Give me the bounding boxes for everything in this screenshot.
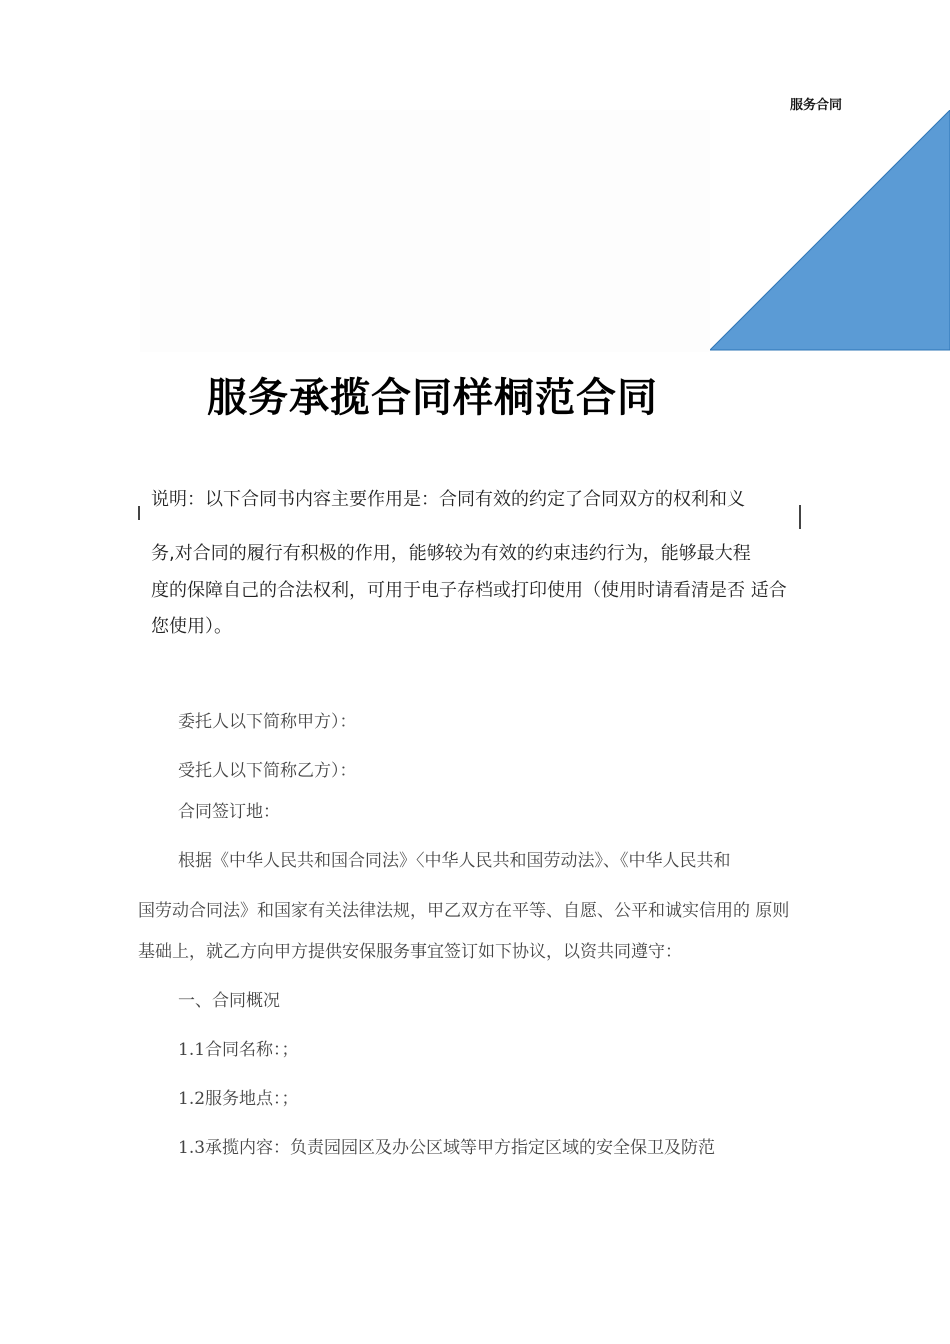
section-1-title: 一、合同概况 xyxy=(178,991,280,1011)
paragraph-line-3: 基础上，就乙方向甲方提供安保服务事宜签订如下协议，以资共同遵守： xyxy=(138,942,682,962)
corner-triangle-decoration xyxy=(710,110,950,352)
header-label: 服务合同 xyxy=(790,98,843,113)
item-1-2: 1.2服务地点：； xyxy=(178,1089,299,1109)
sign-place-line: 合同签订地： xyxy=(178,802,280,822)
note-line-3: 度的保障自己的合法权利，可用于电子存档或打印使用（使用时请看清是否 适合 xyxy=(151,580,787,601)
paragraph-line-1: 根据《中华人民共和国合同法》〈中华人民共和国劳动法》、《中华人民共和 xyxy=(178,851,731,871)
note-left-bracket xyxy=(138,506,140,520)
paragraph-line-2: 国劳动合同法》和国家有关法律法规，甲乙双方在平等、自愿、公平和诚实信用的 原则 xyxy=(138,901,790,921)
note-line-1: 说明：以下合同书内容主要作用是：合同有效的约定了合同双方的权利和义 xyxy=(151,489,745,510)
party-b-line: 受托人以下简称乙方）： xyxy=(178,761,357,781)
party-a-line: 委托人以下简称甲方）： xyxy=(178,712,357,732)
item-1-1: 1.1合同名称：； xyxy=(178,1040,299,1060)
header-background-panel xyxy=(140,110,710,352)
note-right-bracket xyxy=(799,505,801,529)
item-1-3: 1.3承揽内容：负责园园区及办公区域等甲方指定区域的安全保卫及防范 xyxy=(178,1138,716,1158)
document-title: 服务承揽合同样桐范合同 xyxy=(207,375,658,421)
note-line-2: 务,对合同的履行有积极的作用，能够较为有效的约束违约行为，能够最大程 xyxy=(151,543,751,564)
note-line-4: 您使用）。 xyxy=(151,616,232,637)
